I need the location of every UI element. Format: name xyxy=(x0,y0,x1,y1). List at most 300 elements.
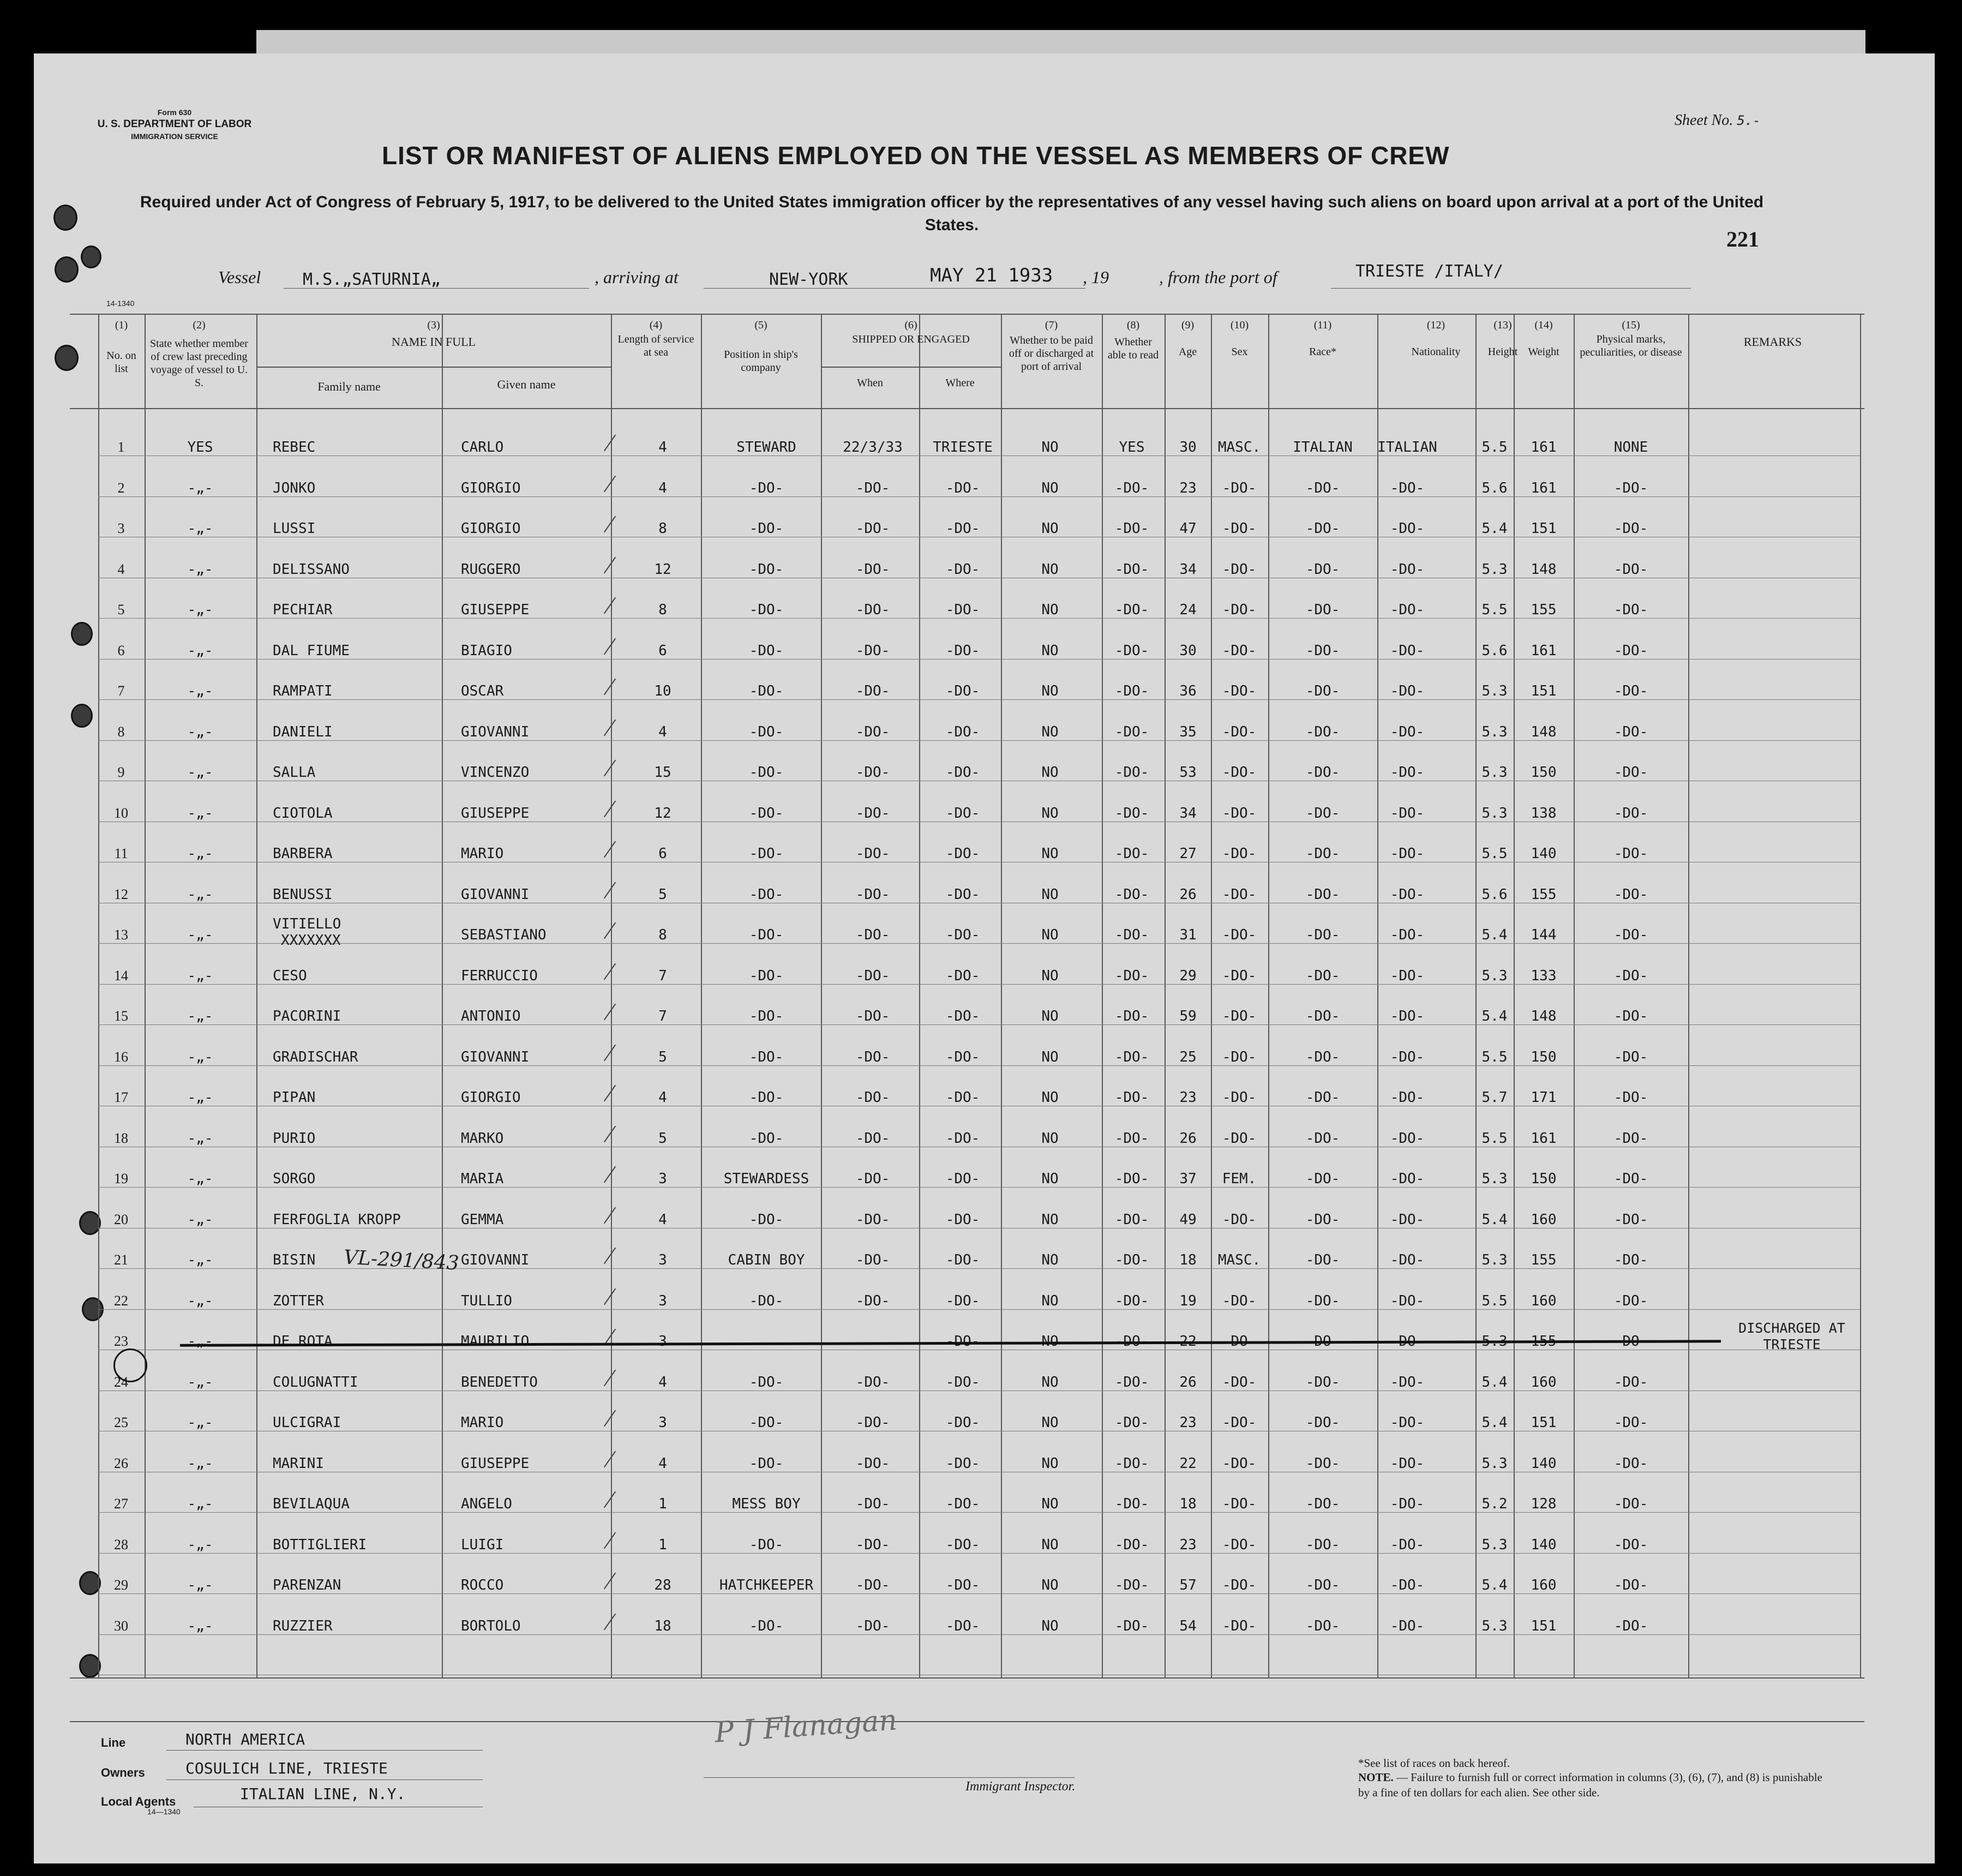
column-rule xyxy=(1688,314,1689,1677)
row-number: 27 xyxy=(114,1496,128,1512)
nationality: -DO- xyxy=(1390,846,1425,862)
sex: -DO- xyxy=(1222,1008,1257,1024)
service-length: 15 xyxy=(654,764,671,781)
row-number: 26 xyxy=(114,1455,128,1471)
col-head: Given name xyxy=(497,377,556,391)
column-rule xyxy=(1268,314,1269,1677)
prev-voyage: -„- xyxy=(187,764,213,781)
able-to-read: -DO- xyxy=(1114,1171,1149,1187)
height: 5.7 xyxy=(1481,1089,1508,1106)
age: 30 xyxy=(1179,642,1197,659)
shipped-when: -DO- xyxy=(855,1577,890,1593)
height: 5.3 xyxy=(1481,1252,1508,1268)
age: 26 xyxy=(1179,886,1197,903)
age: 49 xyxy=(1179,1211,1197,1228)
prev-voyage: -„- xyxy=(187,1130,213,1147)
given-name: ANTONIO xyxy=(461,1008,521,1024)
weight: 161 xyxy=(1531,642,1557,659)
column-rule xyxy=(919,314,920,1677)
shipped-when: -DO- xyxy=(855,602,890,618)
page-subtitle: Required under Act of Congress of February 5, 1917, to be delivered to the United States immigration officer by the representatives of any vessel having such aliens on board upon arrival at a port of the United States. xyxy=(140,193,1764,234)
row-rule xyxy=(98,1309,1860,1310)
sex: -DO- xyxy=(1222,723,1257,740)
prev-voyage: -„- xyxy=(187,886,213,903)
age: 59 xyxy=(1179,1008,1197,1024)
age: 34 xyxy=(1179,561,1197,578)
nationality: -DO- xyxy=(1390,967,1425,984)
given-name: GIUSEPPE xyxy=(461,602,530,618)
shipped-where: -DO- xyxy=(945,1130,980,1147)
age: 26 xyxy=(1179,1130,1197,1147)
row-number: 17 xyxy=(114,1089,128,1105)
nationality: -DO- xyxy=(1390,927,1425,943)
paid-off: NO xyxy=(1041,1536,1059,1553)
physical-marks: -DO- xyxy=(1613,927,1648,943)
paid-off: NO xyxy=(1041,480,1059,496)
paid-off: NO xyxy=(1041,439,1059,455)
position: -DO- xyxy=(749,1130,784,1147)
physical-marks: -DO- xyxy=(1613,561,1648,578)
weight: 151 xyxy=(1531,520,1557,537)
service-length: 10 xyxy=(654,683,671,699)
row-number: 30 xyxy=(114,1617,128,1634)
line-label: Line xyxy=(101,1736,126,1749)
family-name: BARBERA xyxy=(273,846,333,862)
race: -DO- xyxy=(1305,1171,1340,1187)
shipped-when: -DO- xyxy=(855,1008,890,1024)
footer-code: 14—1340 xyxy=(147,1807,181,1816)
shipped-when: -DO- xyxy=(855,683,890,699)
height: 5.2 xyxy=(1481,1496,1508,1512)
given-name: MARIA xyxy=(461,1171,504,1187)
arrival-date: MAY 21 1933 xyxy=(930,265,1053,286)
row-number: 20 xyxy=(114,1211,128,1227)
sex: MASC. xyxy=(1217,439,1261,455)
weight: 144 xyxy=(1531,927,1557,943)
age: 27 xyxy=(1179,846,1197,862)
position: CABIN BOY xyxy=(728,1252,805,1268)
punch-hole xyxy=(81,245,101,268)
weight: 151 xyxy=(1531,683,1557,699)
nationality: -DO- xyxy=(1390,683,1425,699)
able-to-read: -DO- xyxy=(1114,1211,1149,1228)
family-name: DANIELI xyxy=(273,723,333,740)
age: 34 xyxy=(1179,805,1197,822)
shipped-when: -DO- xyxy=(855,1048,890,1065)
shipped-where: -DO- xyxy=(945,723,980,740)
punch-hole xyxy=(55,345,79,371)
agents-label: Local Agents xyxy=(101,1795,176,1808)
prev-voyage: -„- xyxy=(187,1333,213,1350)
col-head: Whether to be paid off or discharged at port of arrival xyxy=(1009,334,1094,373)
weight: 151 xyxy=(1531,1617,1557,1634)
paid-off: NO xyxy=(1041,1415,1059,1431)
sex: -DO- xyxy=(1222,520,1257,537)
race: -DO- xyxy=(1305,1496,1340,1512)
sex: -DO- xyxy=(1222,1617,1257,1634)
column-rule xyxy=(442,314,443,1677)
height: 5.5 xyxy=(1481,1292,1508,1309)
inspector-label: Immigrant Inspector. xyxy=(965,1779,1076,1794)
race: -DO- xyxy=(1305,1048,1340,1065)
form-number: Form 630 xyxy=(157,108,192,117)
sex: -DO- xyxy=(1222,1536,1257,1553)
age: 24 xyxy=(1179,602,1197,618)
prev-voyage: -„- xyxy=(187,1008,213,1024)
given-name: MARIO xyxy=(461,1415,504,1431)
remark-line: DISCHARGED AT xyxy=(1738,1320,1845,1336)
able-to-read: -DO- xyxy=(1114,561,1149,578)
nationality: -DO- xyxy=(1390,1048,1425,1065)
prev-voyage: -„- xyxy=(187,1292,213,1309)
position: -DO- xyxy=(749,1008,784,1024)
age: 36 xyxy=(1179,683,1197,699)
col-head: Where xyxy=(945,377,975,389)
prev-voyage: -„- xyxy=(187,1536,213,1553)
race: -DO- xyxy=(1305,723,1340,740)
paid-off: NO xyxy=(1041,1577,1059,1593)
age: 47 xyxy=(1179,520,1197,537)
row-number: 25 xyxy=(114,1415,128,1430)
owners-label: Owners xyxy=(101,1766,145,1779)
col-num: (13) xyxy=(1493,319,1512,331)
nationality: -DO- xyxy=(1390,1536,1425,1553)
service-length: 5 xyxy=(658,1130,667,1147)
col-head: SHIPPED OR ENGAGED xyxy=(852,333,970,345)
stamp-number: 221 xyxy=(1726,227,1759,251)
given-name: TULLIO xyxy=(461,1292,512,1309)
vessel-name: M.S.„SATURNIA„ xyxy=(303,270,441,289)
service-length: 5 xyxy=(658,1048,667,1065)
race: -DO- xyxy=(1305,1211,1340,1228)
row-number: 16 xyxy=(114,1048,128,1065)
race: -DO- xyxy=(1305,1536,1340,1553)
family-name: COLUGNATTI xyxy=(273,1374,358,1390)
race: -DO- xyxy=(1305,1415,1340,1431)
service-length: 18 xyxy=(654,1617,671,1634)
row-rule xyxy=(98,1634,1860,1635)
height: 5.4 xyxy=(1481,1374,1508,1390)
age: 57 xyxy=(1179,1577,1197,1593)
shipped-where: -DO- xyxy=(945,561,980,578)
height: 5.3 xyxy=(1481,1171,1508,1187)
handwritten-number: VL-291/843 xyxy=(343,1246,460,1275)
physical-marks: -DO- xyxy=(1613,805,1648,822)
family-name: RUZZIER xyxy=(273,1617,333,1634)
position: STEWARD xyxy=(736,439,796,455)
able-to-read: -DO- xyxy=(1114,927,1149,943)
nationality: -DO- xyxy=(1390,480,1425,496)
prev-voyage: -„- xyxy=(187,642,213,659)
race: -DO- xyxy=(1305,1008,1340,1024)
paid-off: NO xyxy=(1041,1171,1059,1187)
able-to-read: -DO- xyxy=(1114,886,1149,903)
able-to-read: -DO- xyxy=(1114,1333,1149,1350)
nationality: -DO- xyxy=(1390,1333,1425,1350)
punch-hole xyxy=(53,205,77,231)
column-rule xyxy=(98,314,99,1677)
given-name: FERRUCCIO xyxy=(461,967,538,984)
given-name: GEMMA xyxy=(461,1211,504,1228)
prev-voyage: -„- xyxy=(187,1617,213,1634)
shipped-when: -DO- xyxy=(855,1415,890,1431)
nationality: -DO- xyxy=(1390,1130,1425,1147)
position: -DO- xyxy=(749,642,784,659)
paid-off: NO xyxy=(1041,683,1059,699)
race: -DO- xyxy=(1305,1617,1340,1634)
service-length: 6 xyxy=(658,642,667,659)
nationality: -DO- xyxy=(1390,805,1425,822)
column-rule xyxy=(1102,314,1103,1677)
prev-voyage: -„- xyxy=(187,602,213,618)
col-num: (5) xyxy=(754,319,767,331)
prev-voyage: -„- xyxy=(187,1048,213,1065)
sex: -DO- xyxy=(1222,1415,1257,1431)
given-name: GIUSEPPE xyxy=(461,805,530,822)
remark-line: TRIESTE xyxy=(1763,1336,1821,1352)
row-rule xyxy=(98,740,1860,741)
able-to-read: -DO- xyxy=(1114,1496,1149,1512)
position: -DO- xyxy=(749,520,784,537)
column-rule xyxy=(1001,314,1002,1677)
physical-marks: -DO- xyxy=(1613,1415,1648,1431)
shipped-where: -DO- xyxy=(945,480,980,496)
sex: -DO- xyxy=(1222,1048,1257,1065)
family-name: PIPAN xyxy=(273,1089,316,1106)
shipped-when: -DO- xyxy=(855,886,890,903)
service-length: 1 xyxy=(658,1496,667,1512)
height: 5.4 xyxy=(1481,927,1508,943)
note-text: — Failure to furnish full or correct information in columns (3), (6), (7), and (8) is punishable by a fine of ten dollars for each alien. See other side. xyxy=(1358,1771,1822,1799)
shipped-when: -DO- xyxy=(855,967,890,984)
height: 5.3 xyxy=(1481,1617,1508,1634)
nationality: -DO- xyxy=(1390,1496,1425,1512)
shipped-where: -DO- xyxy=(945,1496,980,1512)
age: 22 xyxy=(1179,1455,1197,1472)
age: 29 xyxy=(1179,967,1197,984)
service-length: 3 xyxy=(658,1333,667,1350)
physical-marks: -DO- xyxy=(1613,1130,1648,1147)
nationality: -DO- xyxy=(1390,1089,1425,1106)
service-length: 5 xyxy=(658,886,667,903)
header-rule xyxy=(70,1677,1864,1679)
able-to-read: -DO- xyxy=(1114,480,1149,496)
paid-off: NO xyxy=(1041,1048,1059,1065)
height: 5.6 xyxy=(1481,642,1508,659)
paid-off: NO xyxy=(1041,1130,1059,1147)
height: 5.3 xyxy=(1481,683,1508,699)
service-length: 3 xyxy=(658,1415,667,1431)
shipped-where: -DO- xyxy=(945,1048,980,1065)
column-rule xyxy=(821,314,822,1677)
able-to-read: YES xyxy=(1119,439,1145,455)
nationality: -DO- xyxy=(1390,561,1425,578)
position: -DO- xyxy=(749,480,784,496)
given-name: GIORGIO xyxy=(461,520,521,537)
position: -DO- xyxy=(749,1536,784,1553)
age: 53 xyxy=(1179,764,1197,781)
shipped-when: -DO- xyxy=(855,561,890,578)
given-name: ANGELO xyxy=(461,1496,512,1512)
shipped-when: -DO- xyxy=(855,642,890,659)
shipped-where: -DO- xyxy=(945,1455,980,1472)
shipped-where: -DO- xyxy=(945,1171,980,1187)
page-title: LIST OR MANIFEST OF ALIENS EMPLOYED ON THE VESSEL AS MEMBERS OF CREW xyxy=(382,141,1450,170)
row-number: 29 xyxy=(114,1577,128,1593)
paid-off: NO xyxy=(1041,1252,1059,1268)
family-name: PARENZAN xyxy=(273,1577,341,1593)
col-head: Age xyxy=(1178,346,1197,358)
shipped-when: -DO- xyxy=(855,1455,890,1472)
height: 5.6 xyxy=(1481,480,1508,496)
sex: FEM. xyxy=(1222,1171,1257,1187)
header-rule xyxy=(70,408,1864,409)
given-name: GIOVANNI xyxy=(461,886,530,903)
shipped-where: -DO- xyxy=(945,602,980,618)
race: -DO- xyxy=(1305,520,1340,537)
weight: 155 xyxy=(1531,1252,1557,1268)
row-number: 7 xyxy=(117,683,125,699)
prev-voyage: -„- xyxy=(187,1171,213,1187)
physical-marks: NONE xyxy=(1613,439,1648,455)
race: -DO- xyxy=(1305,764,1340,781)
physical-marks: -DO- xyxy=(1613,1333,1648,1350)
position: -DO- xyxy=(749,927,784,943)
weight: 148 xyxy=(1531,1008,1557,1024)
underline xyxy=(166,1779,483,1780)
physical-marks: -DO- xyxy=(1613,1374,1648,1390)
shipped-when: -DO- xyxy=(855,1171,890,1187)
form-header xyxy=(76,106,273,142)
service-length: 8 xyxy=(658,520,667,537)
shipped-when: -DO- xyxy=(855,1089,890,1106)
row-rule xyxy=(98,699,1860,700)
agents-value: ITALIAN LINE, N.Y. xyxy=(240,1785,406,1803)
shipped-when: -DO- xyxy=(855,1374,890,1390)
given-name: GIOVANNI xyxy=(461,723,530,740)
able-to-read: -DO- xyxy=(1114,967,1149,984)
row-number: 18 xyxy=(114,1130,128,1146)
row-number: 28 xyxy=(114,1536,128,1553)
nationality: -DO- xyxy=(1390,520,1425,537)
position: -DO- xyxy=(749,846,784,862)
row-number: 14 xyxy=(114,967,128,984)
column-rule xyxy=(145,314,146,1677)
weight: 140 xyxy=(1531,846,1557,862)
race: -DO- xyxy=(1305,886,1340,903)
able-to-read: -DO- xyxy=(1114,1130,1149,1147)
col-num: (15) xyxy=(1622,319,1640,331)
col-head: No. on list xyxy=(106,350,136,375)
col-head: NAME IN FULL xyxy=(392,335,476,349)
sex: -DO- xyxy=(1222,927,1257,943)
able-to-read: -DO- xyxy=(1114,1374,1149,1390)
given-name: BORTOLO xyxy=(461,1617,521,1634)
prev-voyage: -„- xyxy=(187,1211,213,1228)
prev-voyage: -„- xyxy=(187,561,213,578)
age: 23 xyxy=(1179,1415,1197,1431)
arriving-port: NEW-YORK xyxy=(769,270,848,289)
row-rule xyxy=(98,1512,1860,1513)
shipped-where: -DO- xyxy=(945,1415,980,1431)
given-name: BENEDETTO xyxy=(461,1374,538,1390)
given-name: BIAGIO xyxy=(461,642,512,659)
position: -DO- xyxy=(749,967,784,984)
position: -DO- xyxy=(749,1374,784,1390)
position: -DO- xyxy=(749,886,784,903)
weight: 155 xyxy=(1531,602,1557,618)
age: 35 xyxy=(1179,723,1197,740)
race: -DO- xyxy=(1305,1252,1340,1268)
sex: -DO- xyxy=(1222,1374,1257,1390)
weight: 160 xyxy=(1531,1292,1557,1309)
height: 5.3 xyxy=(1481,723,1508,740)
underline xyxy=(704,288,1085,289)
weight: 155 xyxy=(1531,1333,1557,1350)
given-name: GIUSEPPE xyxy=(461,1455,530,1472)
race: -DO- xyxy=(1305,480,1340,496)
column-rule xyxy=(701,314,702,1677)
physical-marks: -DO- xyxy=(1613,602,1648,618)
height: 5.3 xyxy=(1481,764,1508,781)
family-name: REBEC xyxy=(273,439,316,455)
col-num: (12) xyxy=(1426,319,1445,331)
physical-marks: -DO- xyxy=(1613,723,1648,740)
from-label: , from the port of xyxy=(1159,267,1277,287)
nationality: -DO- xyxy=(1390,1617,1425,1634)
col-head: Length of service at sea xyxy=(617,333,694,358)
physical-marks: -DO- xyxy=(1613,480,1648,496)
race: -DO- xyxy=(1305,602,1340,618)
sex: -DO- xyxy=(1222,1292,1257,1309)
paid-off: NO xyxy=(1041,886,1059,903)
prev-voyage: YES xyxy=(187,439,213,455)
col-num: (7) xyxy=(1045,319,1058,331)
height: 5.5 xyxy=(1481,439,1508,455)
service-length: 12 xyxy=(654,561,671,578)
given-name: CARLO xyxy=(461,439,504,455)
row-rule xyxy=(98,984,1860,985)
punch-hole xyxy=(55,256,79,283)
col-num: (3) xyxy=(427,319,440,331)
height: 5.4 xyxy=(1481,1577,1508,1593)
row-number: 11 xyxy=(114,846,128,861)
service-length: 28 xyxy=(654,1577,671,1593)
row-number: 3 xyxy=(117,520,125,536)
row-rule xyxy=(98,1553,1860,1554)
family-name: PACORINI xyxy=(273,1008,341,1024)
age: 26 xyxy=(1179,1374,1197,1390)
service-length: 7 xyxy=(658,967,667,984)
family-name: SALLA xyxy=(273,764,316,781)
family-name: RAMPATI xyxy=(273,683,333,699)
family-name: MARINI xyxy=(273,1455,324,1472)
race: -DO- xyxy=(1305,927,1340,943)
prev-voyage: -„- xyxy=(187,967,213,984)
age: 23 xyxy=(1179,1536,1197,1553)
nationality: -DO- xyxy=(1390,1292,1425,1309)
family-name: VITIELLO xyxy=(273,916,341,932)
physical-marks: -DO- xyxy=(1613,1008,1648,1024)
race: -DO- xyxy=(1305,642,1340,659)
age: 31 xyxy=(1179,927,1197,943)
height: 5.3 xyxy=(1481,561,1508,578)
race: -DO- xyxy=(1305,683,1340,699)
sex: -DO- xyxy=(1222,1211,1257,1228)
column-rule xyxy=(1165,314,1166,1677)
age: 22 xyxy=(1179,1333,1197,1350)
shipped-where: -DO- xyxy=(945,1333,980,1350)
